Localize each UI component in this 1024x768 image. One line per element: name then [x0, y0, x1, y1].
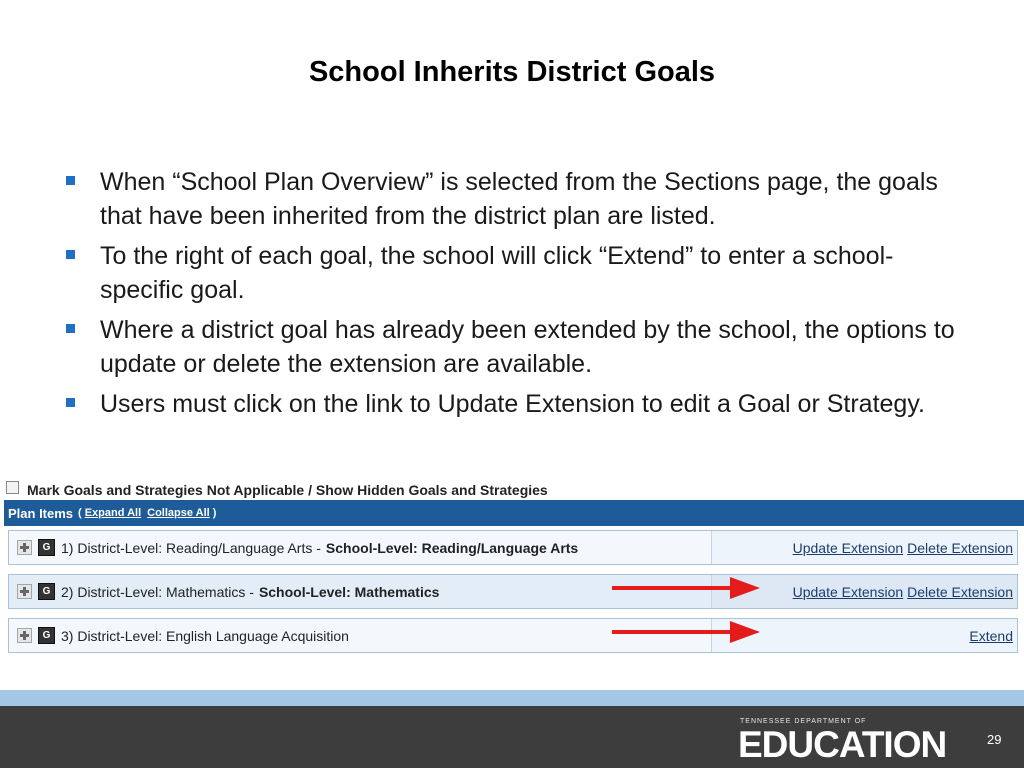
expand-all-link[interactable]: Expand All [84, 507, 142, 519]
bullet-item: Where a district goal has already been extended by the school, the options to update or delete the extension are available. [62, 313, 962, 381]
plan-item-left [9, 575, 712, 608]
school-goal-label: School-Level: Reading/Language Arts [325, 539, 579, 556]
goal-g-icon: G [38, 539, 55, 556]
bullet-item: Users must click on the link to Update Extension to edit a Goal or Strategy. [62, 387, 962, 421]
red-arrow-icon [612, 576, 762, 600]
square-bullet-icon [66, 324, 75, 333]
square-bullet-icon [66, 176, 75, 185]
expand-plus-icon[interactable] [17, 584, 32, 599]
mark-not-applicable-checkbox[interactable] [6, 481, 19, 494]
logo-subtitle: TENNESSEE DEPARTMENT OF [740, 718, 867, 725]
plan-item-row [8, 618, 1018, 653]
plan-item-actions [712, 531, 1017, 564]
expand-plus-icon[interactable] [17, 540, 32, 555]
plan-screenshot [4, 476, 1024, 654]
education-logo: EDUCATION [738, 724, 947, 765]
update-extension-link[interactable]: Update Extension [792, 539, 904, 556]
district-goal-label: 2) District-Level: Mathematics - [61, 583, 254, 600]
district-goal-label: 3) District-Level: English Language Acquisition [61, 627, 349, 644]
open-paren: ( [78, 507, 82, 519]
close-paren: ) [212, 507, 217, 519]
delete-extension-link[interactable]: Delete Extension [907, 539, 1013, 556]
square-bullet-icon [66, 250, 75, 259]
goal-g-icon: G [38, 627, 55, 644]
school-goal-label: School-Level: Mathematics [258, 583, 440, 600]
red-arrow-icon [612, 620, 762, 644]
bullet-list [62, 165, 962, 427]
slide-title: School Inherits District Goals [308, 56, 716, 88]
bullet-item: When “School Plan Overview” is selected from the Sections page, the goals that have been inherited from the district plan are listed. [62, 165, 962, 233]
plan-items-title: Plan Items [8, 505, 74, 521]
plan-item-left [9, 619, 712, 652]
plan-item-left [9, 531, 712, 564]
collapse-all-link[interactable]: Collapse All [147, 507, 210, 519]
plan-items-header [4, 500, 1024, 526]
district-goal-label: 1) District-Level: Reading/Language Arts - [61, 539, 321, 556]
bullet-item: To the right of each goal, the school will click “Extend” to enter a school-specific goal. [62, 239, 962, 307]
square-bullet-icon [66, 398, 75, 407]
mark-not-applicable-row [6, 480, 548, 500]
extend-link[interactable]: Extend [969, 627, 1013, 644]
update-extension-link[interactable]: Update Extension [792, 583, 904, 600]
delete-extension-link[interactable]: Delete Extension [907, 583, 1013, 600]
plan-item-row [8, 530, 1018, 565]
page-number: 29 [987, 732, 1002, 747]
mark-not-applicable-label: Mark Goals and Strategies Not Applicable / Show Hidden Goals and Strategies [27, 482, 548, 498]
plan-item-row [8, 574, 1018, 609]
plan-items-list [8, 530, 1018, 662]
goal-g-icon: G [38, 583, 55, 600]
footer-accent-band [0, 690, 1024, 706]
expand-plus-icon[interactable] [17, 628, 32, 643]
